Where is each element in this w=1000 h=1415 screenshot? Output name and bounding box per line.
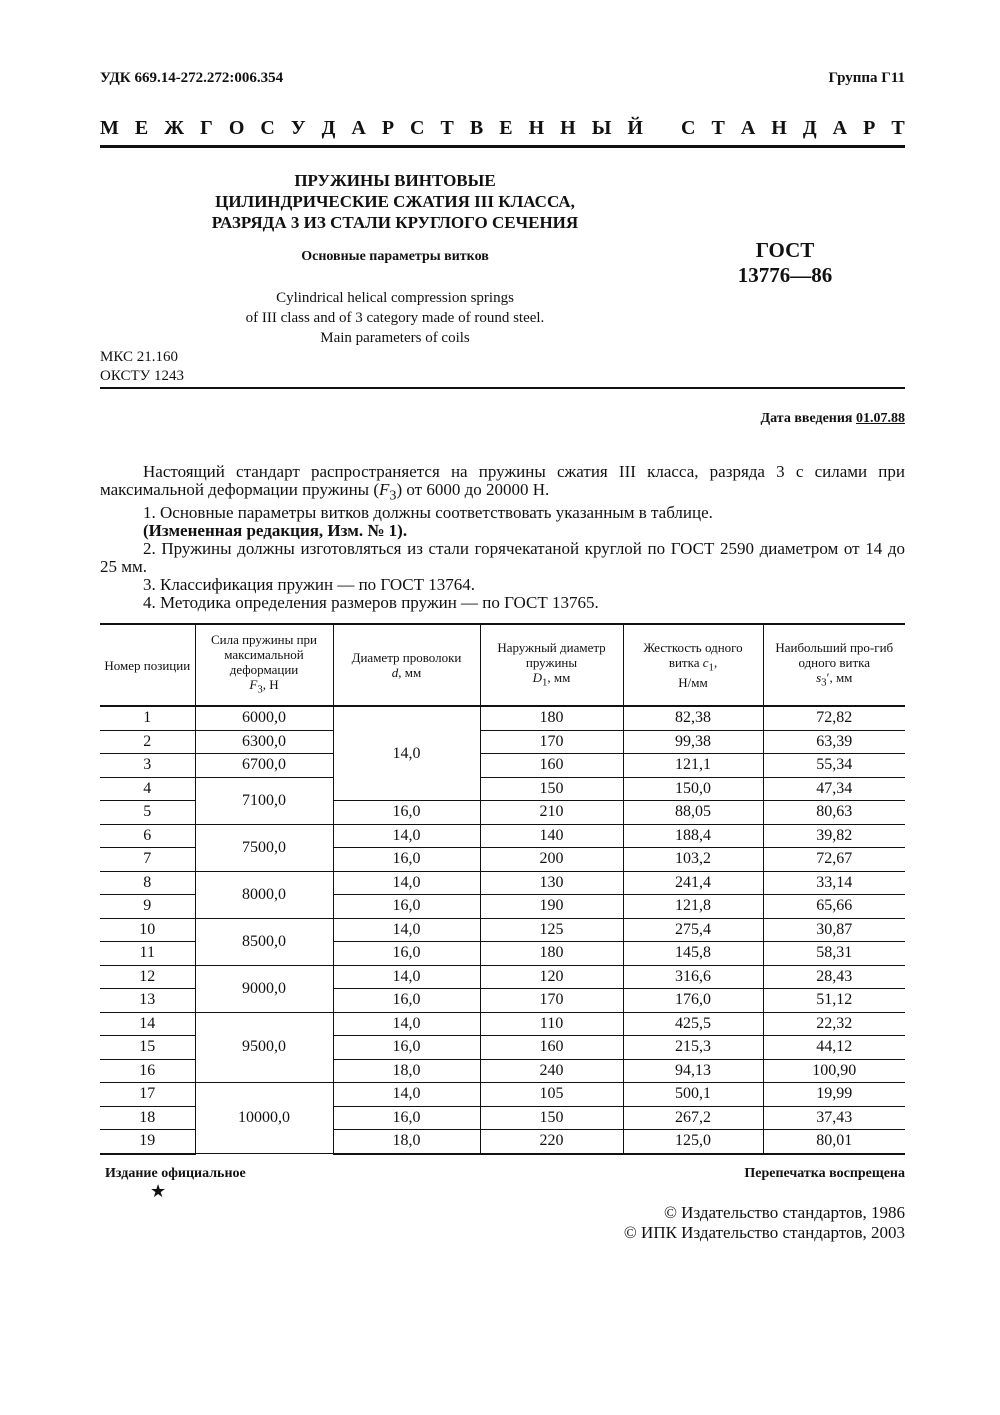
cell-wire-diameter: 18,0: [333, 1130, 480, 1154]
col-header-stiffness: Жесткость одного витка $c_1$, Н/мм: [623, 624, 763, 706]
cell-deflection: 72,67: [763, 848, 905, 872]
cell-force: 7500,0: [195, 824, 333, 871]
cell-force: 7100,0: [195, 777, 333, 824]
cell-outer-diameter: 160: [480, 1036, 623, 1060]
cell-stiffness: 241,4: [623, 871, 763, 895]
cell-force: 10000,0: [195, 1083, 333, 1154]
deflection-var: s: [816, 669, 822, 685]
cell-deflection: 33,14: [763, 871, 905, 895]
cell-deflection: 30,87: [763, 918, 905, 942]
cell-wire-diameter: 18,0: [333, 1059, 480, 1083]
cell-position: 11: [100, 942, 195, 966]
official-edition: Издание официальное: [105, 1166, 246, 1181]
cell-wire-diameter: 16,0: [333, 1036, 480, 1060]
cell-position: 7: [100, 848, 195, 872]
cell-outer-diameter: 120: [480, 965, 623, 989]
table-row: [100, 1012, 905, 1036]
english-title-line-2: of III class and of 3 category made of round steel.: [245, 310, 545, 326]
heading-letter: Г: [200, 117, 213, 139]
cell-outer-diameter: 180: [480, 706, 623, 730]
body-text: [100, 463, 905, 612]
paragraph-1: 1. Основные параметры витков должны соответствовать указанным в таблице.: [143, 503, 713, 523]
table-row: [100, 1083, 905, 1107]
cell-wire-diameter: 14,0: [333, 1083, 480, 1107]
table-row: [100, 918, 905, 942]
heading-letter: Е: [134, 117, 149, 139]
outer-var: D: [532, 669, 542, 685]
cell-stiffness: 145,8: [623, 942, 763, 966]
heading-letter: О: [228, 117, 245, 139]
cell-deflection: 19,99: [763, 1083, 905, 1107]
scope-text: Настоящий стандарт распространяется на пружины сжатия III класса, разряда 3 с силами при максимальной деформации пружины (: [100, 462, 905, 499]
cell-outer-diameter: 190: [480, 895, 623, 919]
heading-letter: Й: [627, 117, 643, 139]
classification-codes: [100, 348, 184, 386]
cell-position: 12: [100, 965, 195, 989]
outer-header-text: Наружный диаметр пружины: [497, 639, 606, 670]
heading-letter: Н: [528, 117, 545, 139]
cell-deflection: 80,63: [763, 801, 905, 825]
cell-position: 1: [100, 706, 195, 730]
cell-force: 8500,0: [195, 918, 333, 965]
reprint-notice: Перепечатка воспрещена: [744, 1166, 905, 1181]
heading-letter: Д: [802, 117, 817, 139]
group-code: Группа Г11: [828, 70, 905, 86]
cell-stiffness: 125,0: [623, 1130, 763, 1154]
cell-deflection: 39,82: [763, 824, 905, 848]
copyright-2003: © ИПК Издательство стандартов, 2003: [623, 1223, 905, 1242]
heading-letter: Е: [499, 117, 513, 139]
heading-letter: С: [410, 117, 425, 139]
cell-deflection: 100,90: [763, 1059, 905, 1083]
deflection-prime: ′: [826, 669, 830, 685]
english-title-line-1: Cylindrical helical compression springs: [276, 290, 514, 306]
cell-stiffness: 267,2: [623, 1106, 763, 1130]
cell-deflection: 37,43: [763, 1106, 905, 1130]
udk-code: УДК 669.14-272.272:006.354: [100, 70, 284, 86]
cell-stiffness: 425,5: [623, 1012, 763, 1036]
cell-position: 13: [100, 989, 195, 1013]
col-header-outer-diameter: [480, 624, 623, 706]
force-sub: 3: [257, 683, 263, 696]
standard-heading: [100, 117, 905, 140]
heading-letter: Н: [560, 117, 576, 139]
heading-letter: Н: [771, 117, 787, 139]
heading-letter: Р: [381, 117, 395, 139]
codes-rule: [100, 387, 905, 389]
cell-wire-diameter: 16,0: [333, 1106, 480, 1130]
cell-stiffness: 99,38: [623, 730, 763, 754]
gost-code: 13776—86: [737, 263, 833, 287]
cell-position: 4: [100, 777, 195, 801]
wire-var: d: [391, 665, 399, 680]
outer-unit: , мм: [547, 669, 571, 685]
header-rule: [100, 145, 905, 148]
cell-deflection: 63,39: [763, 730, 905, 754]
effective-date-label: Дата введения: [760, 411, 856, 426]
force-header-text: Сила пружины при максимальной деформации: [210, 632, 318, 678]
cell-wire-diameter: 16,0: [333, 942, 480, 966]
cell-position: 10: [100, 918, 195, 942]
heading-gap: [659, 117, 665, 140]
deflection-header-text: Наибольший про-гиб одного витка: [775, 639, 894, 670]
cell-force: 6300,0: [195, 730, 333, 754]
cell-deflection: 58,31: [763, 942, 905, 966]
cell-stiffness: 82,38: [623, 706, 763, 730]
cell-position: 15: [100, 1036, 195, 1060]
title-line-3: РАЗРЯДА 3 ИЗ СТАЛИ КРУГЛОГО СЕЧЕНИЯ: [211, 213, 579, 232]
table-header-row: [100, 624, 905, 706]
cell-position: 8: [100, 871, 195, 895]
outer-sub: 1: [542, 676, 548, 689]
stiffness-unit: Н/мм: [678, 675, 708, 691]
copyright-1986: © Издательство стандартов, 1986: [664, 1203, 905, 1222]
cell-position: 3: [100, 754, 195, 778]
cell-deflection: 47,34: [763, 777, 905, 801]
heading-letter: Ы: [591, 117, 612, 139]
cell-stiffness: 316,6: [623, 965, 763, 989]
stiffness-var: c: [702, 654, 709, 670]
heading-letter: Т: [891, 117, 905, 139]
paragraph-2: 2. Пружины должны изготовляться из стали горячекатаной круглой по ГОСТ 2590 диаметром от 14 до 25 мм.: [100, 539, 905, 577]
cell-force: 9000,0: [195, 965, 333, 1012]
cell-outer-diameter: 105: [480, 1083, 623, 1107]
cell-outer-diameter: 110: [480, 1012, 623, 1036]
cell-deflection: 51,12: [763, 989, 905, 1013]
heading-letter: У: [290, 117, 306, 139]
paragraph-amendment: (Измененная редакция, Изм. № 1).: [143, 521, 408, 541]
table-row: [100, 730, 905, 754]
cell-position: 6: [100, 824, 195, 848]
gost-label: ГОСТ: [755, 238, 815, 262]
english-title-line-3: Main parameters of coils: [320, 330, 470, 346]
cell-force: 6000,0: [195, 706, 333, 730]
parameters-table: [100, 623, 905, 1155]
document-title: [200, 170, 590, 233]
deflection-sub: 3: [821, 676, 827, 689]
scope-sub: 3: [389, 487, 397, 504]
scope-var: F: [379, 480, 390, 499]
heading-letter: Р: [863, 117, 876, 139]
table-row: [100, 871, 905, 895]
cell-outer-diameter: 150: [480, 1106, 623, 1130]
col-header-deflection: [763, 624, 905, 706]
cell-stiffness: 275,4: [623, 918, 763, 942]
cell-stiffness: 94,13: [623, 1059, 763, 1083]
wire-header-text: Диаметр проволоки: [351, 650, 462, 665]
heading-letter: С: [681, 117, 696, 139]
effective-date-value: 01.07.88: [856, 411, 905, 426]
cell-stiffness: 150,0: [623, 777, 763, 801]
cell-outer-diameter: 125: [480, 918, 623, 942]
cell-stiffness: 188,4: [623, 824, 763, 848]
heading-letter: Т: [440, 117, 454, 139]
force-var: F: [249, 677, 258, 693]
paragraph-scope: [100, 463, 905, 504]
cell-wire-diameter: 14,0: [333, 824, 480, 848]
force-unit: , Н: [262, 677, 279, 693]
cell-deflection: 65,66: [763, 895, 905, 919]
cell-outer-diameter: 140: [480, 824, 623, 848]
heading-letter: В: [469, 117, 484, 139]
cell-deflection: 28,43: [763, 965, 905, 989]
cell-outer-diameter: 240: [480, 1059, 623, 1083]
stiffness-sub: 1: [708, 661, 714, 674]
cell-position: 18: [100, 1106, 195, 1130]
table-row: [100, 824, 905, 848]
col-header-position: Номер позиции: [100, 624, 195, 706]
heading-letter: Ж: [164, 117, 185, 139]
heading-letter: М: [100, 117, 119, 139]
cell-position: 19: [100, 1130, 195, 1154]
cell-outer-diameter: 220: [480, 1130, 623, 1154]
cell-stiffness: 88,05: [623, 801, 763, 825]
cell-position: 16: [100, 1059, 195, 1083]
okstu-code: ОКСТУ 1243: [100, 368, 185, 384]
heading-letter: Т: [711, 117, 725, 139]
cell-force: 8000,0: [195, 871, 333, 918]
cell-stiffness: 121,8: [623, 895, 763, 919]
deflection-unit: , мм: [829, 669, 853, 685]
col-header-wire-diameter: [333, 624, 480, 706]
heading-letter: А: [351, 117, 366, 139]
heading-letter: Д: [321, 117, 336, 139]
scope-text-end: ) от 6000 до 20000 Н.: [396, 480, 550, 499]
cell-outer-diameter: 200: [480, 848, 623, 872]
cell-position: 14: [100, 1012, 195, 1036]
cell-wire-diameter: 14,0: [333, 918, 480, 942]
mks-code: МКС 21.160: [100, 349, 178, 365]
copyright: [624, 1203, 905, 1243]
cell-deflection: 80,01: [763, 1130, 905, 1154]
cell-wire-diameter: 14,0: [333, 871, 480, 895]
paragraph-4: 4. Методика определения размеров пружин — по ГОСТ 13765.: [143, 593, 599, 613]
wire-unit: , мм: [398, 665, 422, 680]
cell-outer-diameter: 160: [480, 754, 623, 778]
heading-letter: С: [260, 117, 275, 139]
cell-outer-diameter: 180: [480, 942, 623, 966]
table-row: [100, 777, 905, 801]
cell-wire-diameter: 14,0: [333, 1012, 480, 1036]
english-title: [200, 288, 590, 348]
table-row: [100, 965, 905, 989]
cell-stiffness: 500,1: [623, 1083, 763, 1107]
paragraph-3: 3. Классификация пружин — по ГОСТ 13764.: [143, 575, 476, 595]
cell-stiffness: 215,3: [623, 1036, 763, 1060]
stiffness-header-text: Жесткость одного витка: [643, 639, 743, 670]
cell-wire-diameter: 14,0: [333, 965, 480, 989]
heading-letter: А: [832, 117, 848, 139]
title-line-1: ПРУЖИНЫ ВИНТОВЫЕ: [294, 171, 496, 190]
cell-stiffness: 121,1: [623, 754, 763, 778]
cell-outer-diameter: 150: [480, 777, 623, 801]
cell-force: 6700,0: [195, 754, 333, 778]
cell-deflection: 72,82: [763, 706, 905, 730]
cell-deflection: 44,12: [763, 1036, 905, 1060]
cell-stiffness: 176,0: [623, 989, 763, 1013]
cell-stiffness: 103,2: [623, 848, 763, 872]
cell-position: 9: [100, 895, 195, 919]
star-icon: ★: [150, 1181, 167, 1201]
cell-wire-diameter: 14,0: [333, 706, 480, 801]
table-row: [100, 754, 905, 778]
cell-position: 5: [100, 801, 195, 825]
cell-position: 17: [100, 1083, 195, 1107]
col-header-force: [195, 624, 333, 706]
cell-position: 2: [100, 730, 195, 754]
cell-deflection: 55,34: [763, 754, 905, 778]
cell-outer-diameter: 170: [480, 989, 623, 1013]
cell-wire-diameter: 16,0: [333, 989, 480, 1013]
table-row: [100, 706, 905, 730]
title-line-2: ЦИЛИНДРИЧЕСКИЕ СЖАТИЯ III КЛАССА,: [215, 192, 575, 211]
cell-outer-diameter: 130: [480, 871, 623, 895]
cell-wire-diameter: 16,0: [333, 801, 480, 825]
heading-letter: А: [740, 117, 756, 139]
cell-wire-diameter: 16,0: [333, 895, 480, 919]
cell-force: 9500,0: [195, 1012, 333, 1083]
cell-deflection: 22,32: [763, 1012, 905, 1036]
cell-wire-diameter: 16,0: [333, 848, 480, 872]
effective-date: [761, 411, 905, 427]
document-subtitle: Основные параметры витков: [301, 249, 489, 264]
cell-outer-diameter: 210: [480, 801, 623, 825]
gost-number: [720, 238, 850, 288]
cell-outer-diameter: 170: [480, 730, 623, 754]
